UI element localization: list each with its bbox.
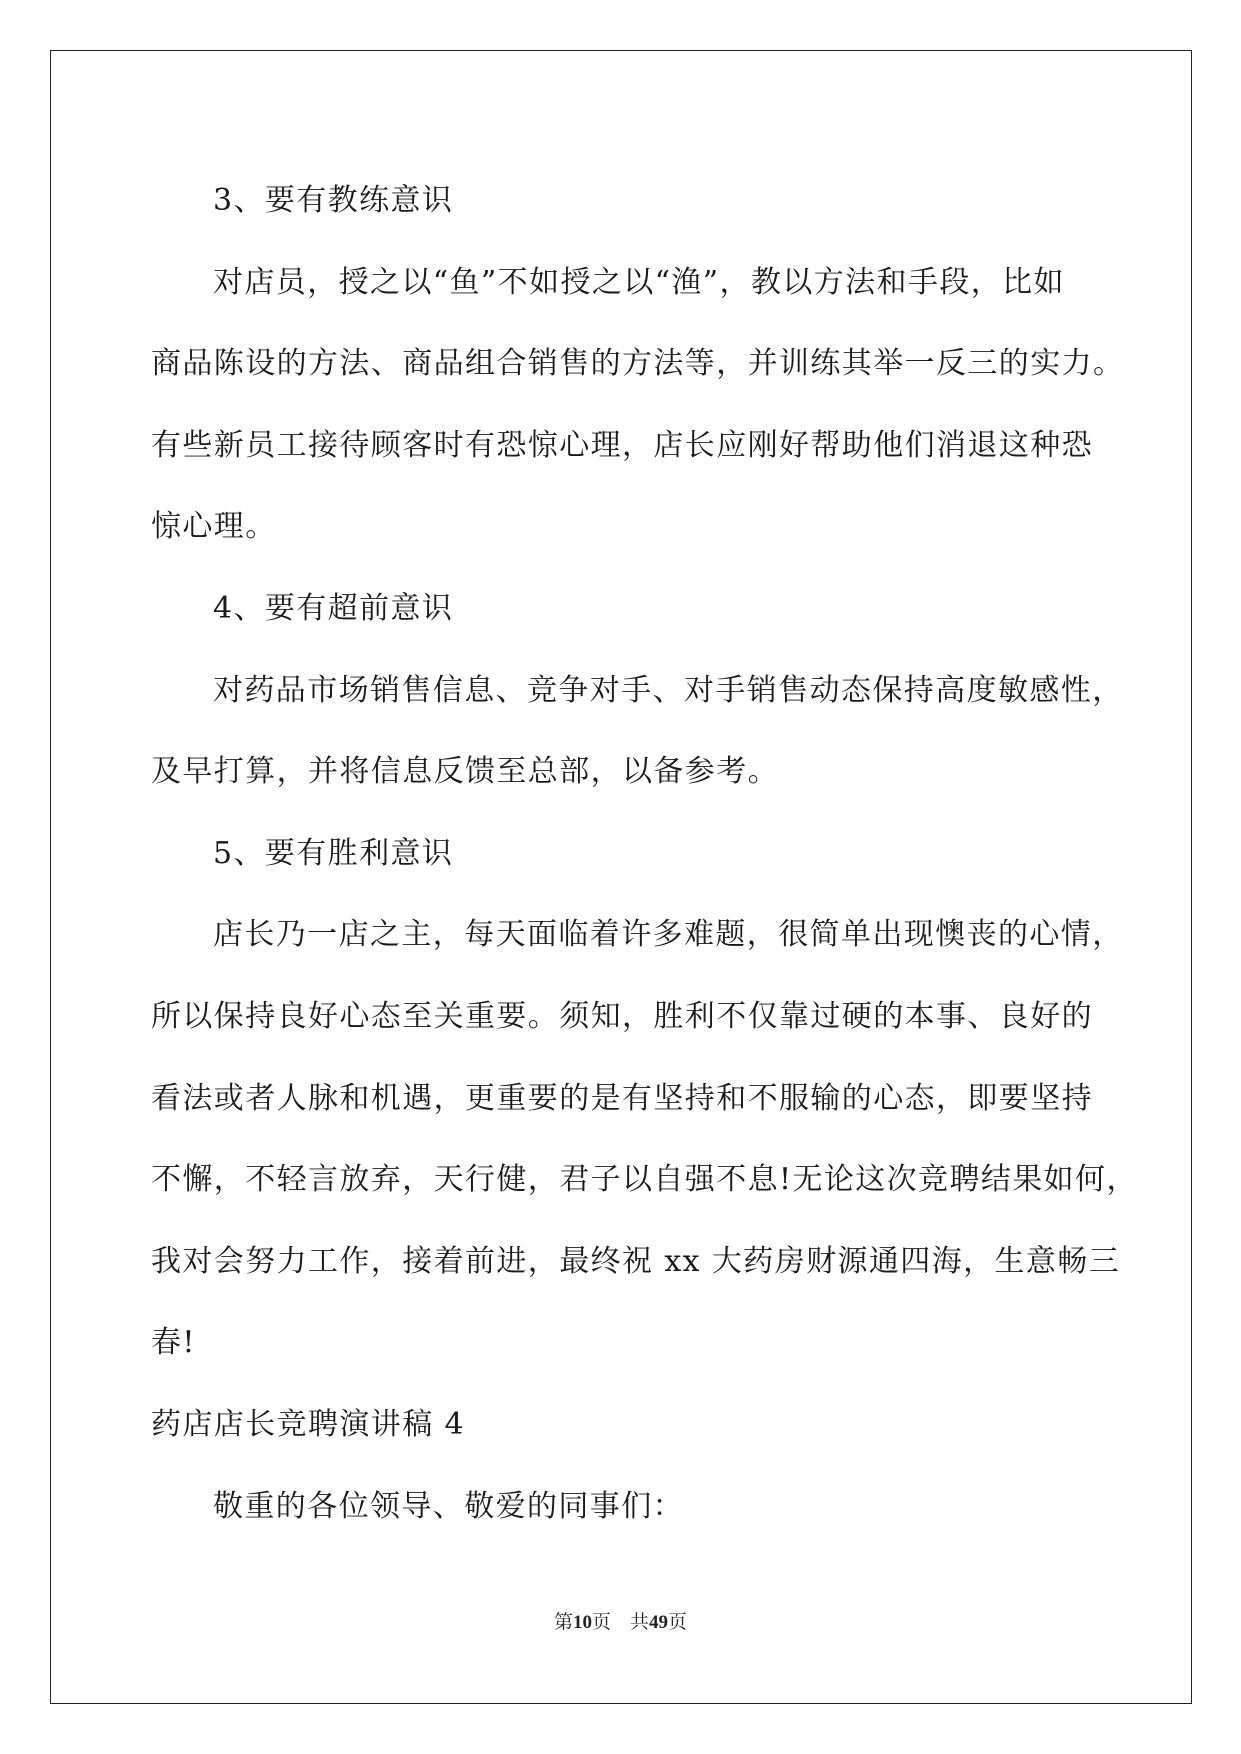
section-heading: 5、要有胜利意识	[213, 835, 454, 871]
paragraph-line: 我对会努力工作，接着前进，最终祝 xx 大药房财源通四海，生意畅三	[151, 1243, 1121, 1279]
document-body	[151, 160, 1138, 1547]
footer-page-suffix: 页	[591, 1611, 611, 1633]
paragraph-line: 春!	[151, 1325, 196, 1361]
current-page-number: 10	[572, 1612, 592, 1633]
document-title: 药店店长竞聘演讲稿 4	[151, 1406, 466, 1442]
footer-total-suffix: 页	[668, 1611, 688, 1633]
paragraph-line: 所以保持良好心态至关重要。须知，胜利不仅靠过硬的本事、良好的	[151, 998, 1093, 1034]
page-footer	[0, 1607, 1241, 1634]
paragraph-line: 惊心理。	[151, 509, 277, 545]
paragraph-line: 店长乃一店之主，每天面临着许多难题，很简单出现懊丧的心情，	[213, 917, 1124, 953]
section-heading: 4、要有超前意识	[213, 590, 454, 626]
paragraph-line: 对药品市场销售信息、竞争对手、对手销售动态保持高度敏感性，	[213, 672, 1124, 708]
salutation: 敬重的各位领导、敬爱的同事们：	[213, 1488, 684, 1524]
paragraph-line: 有些新员工接待顾客时有恐惊心理，店长应刚好帮助他们消退这种恐	[151, 427, 1093, 463]
paragraph-line: 对店员，授之以“鱼”不如授之以“渔”，教以方法和手段，比如	[213, 264, 1065, 300]
paragraph-line: 及早打算，并将信息反馈至总部，以备参考。	[151, 754, 779, 790]
paragraph-line: 看法或者人脉和机遇，更重要的是有坚持和不服输的心态，即要坚持	[151, 1080, 1093, 1116]
footer-prefix: 第	[553, 1611, 573, 1633]
section-heading: 3、要有教练意识	[213, 183, 454, 218]
total-pages-number: 49	[649, 1612, 669, 1633]
paragraph-line: 商品陈设的方法、商品组合销售的方法等，并训练其举一反三的实力。	[151, 346, 1125, 382]
paragraph-line: 不懈，不轻言放弃，天行健，君子以自强不息!无论这次竞聘结果如何，	[151, 1162, 1138, 1198]
footer-total-prefix: 共	[630, 1611, 650, 1633]
